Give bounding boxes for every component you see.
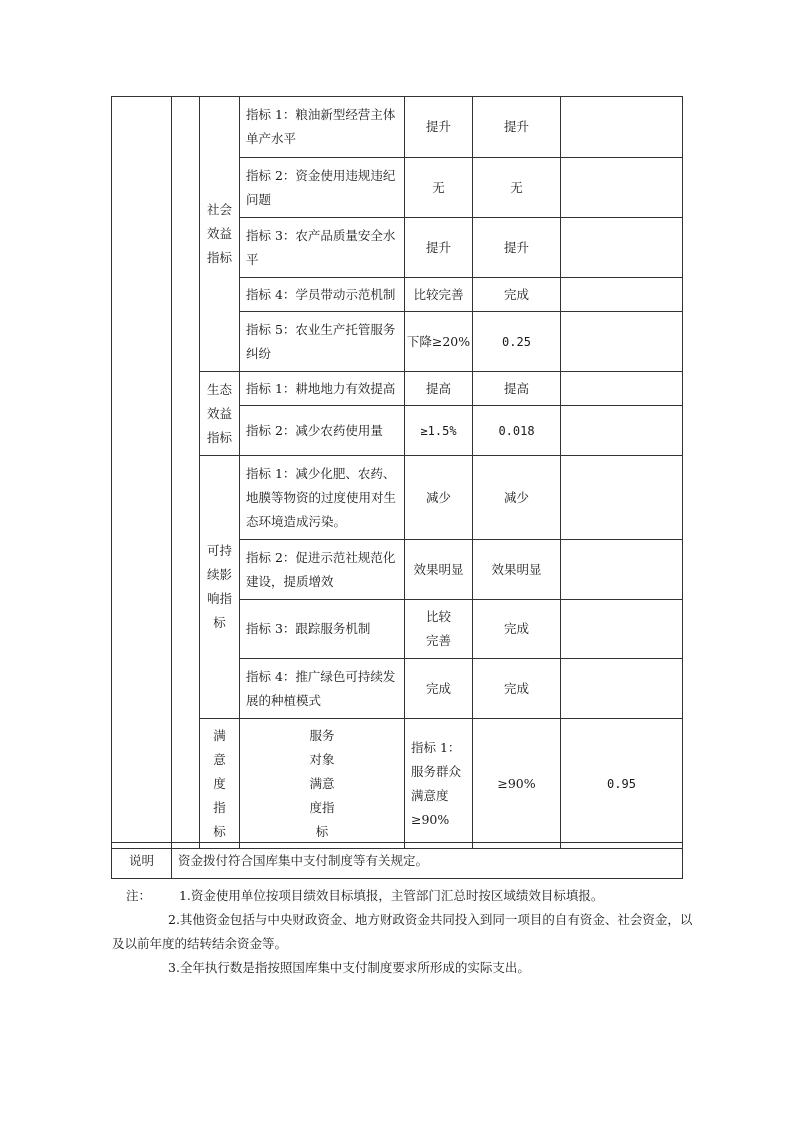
target-cell: 提升 [405, 97, 473, 158]
footnote-text: 1.资金使用单位按项目绩效目标填报，主管部门汇总时按区域绩效目标填报。 [178, 888, 604, 903]
blank-col-2 [172, 97, 200, 849]
target-cell: 比较完善 [405, 600, 473, 659]
remark-cell [561, 540, 683, 600]
indicator-cell: 指标 1：减少化肥、农药、地膜等物资的过度使用对生态环境造成污染。 [240, 456, 405, 540]
actual-cell: 0.018 [473, 406, 561, 456]
remark-cell [561, 312, 683, 372]
indicator-cell: 指标 1：耕地地力有效提高 [240, 372, 405, 406]
remark-cell [561, 456, 683, 540]
remark-cell [561, 372, 683, 406]
explanation-text: 资金拨付符合国库集中支付制度等有关规定。 [172, 843, 683, 879]
target-cell: 提高 [405, 372, 473, 406]
category-ecology-benefit: 生态 效益 指标 [200, 372, 240, 456]
remark-cell [561, 97, 683, 158]
target-cell: 效果明显 [405, 540, 473, 600]
remark-cell [561, 600, 683, 659]
remark-cell [561, 659, 683, 719]
indicator-cell: 指标 1：粮油新型经营主体单产水平 [240, 97, 405, 158]
blank-col-1 [112, 97, 172, 849]
indicator-cell: 指标 4：推广绿色可持续发展的种植模式 [240, 659, 405, 719]
remark-cell [561, 218, 683, 278]
actual-cell: 完成 [473, 659, 561, 719]
category-satisfaction-level1: 满 意 度 指 标 [200, 719, 240, 849]
target-cell: 无 [405, 158, 473, 218]
indicator-cell: 指标 2：资金使用违规违纪问题 [240, 158, 405, 218]
category-satisfaction-level2: 服务 对象 满意 度指 标 [240, 719, 405, 849]
indicator-cell: 指标 3：农产品质量安全水平 [240, 218, 405, 278]
target-cell: 提升 [405, 218, 473, 278]
target-cell: ≥1.5% [405, 406, 473, 456]
remark-cell [561, 278, 683, 312]
footnotes [112, 884, 693, 980]
footnote-3: 3.全年执行数是指按照国库集中支付制度要求所形成的实际支出。 [168, 960, 530, 975]
actual-cell: 无 [473, 158, 561, 218]
actual-cell: 提升 [473, 218, 561, 278]
target-cell: ≥90% [473, 719, 561, 849]
indicator-cell: 指标 1：服务群众满意度≥90% [405, 719, 473, 849]
category-social-benefit: 社会 效益 指标 [200, 97, 240, 372]
remark-cell [561, 158, 683, 218]
target-cell: 完成 [405, 659, 473, 719]
actual-cell: 提升 [473, 97, 561, 158]
actual-cell: 完成 [473, 278, 561, 312]
footnote-prefix: 注： [126, 888, 152, 903]
actual-cell: 完成 [473, 600, 561, 659]
indicator-cell: 指标 3：跟踪服务机制 [240, 600, 405, 659]
footnote-1 [126, 884, 686, 908]
footnote-2: 2.其他资金包括与中央财政资金、地方财政资金共同投入到同一项目的自有资金、社会资金，以 [168, 912, 693, 927]
indicator-cell: 指标 2：促进示范社规范化建设，提质增效 [240, 540, 405, 600]
target-cell: 减少 [405, 456, 473, 540]
indicator-cell: 指标 4：学员带动示范机制 [240, 278, 405, 312]
explanation-label: 说明 [112, 843, 172, 879]
indicator-cell: 指标 5：农业生产托管服务纠纷 [240, 312, 405, 372]
actual-cell: 0.25 [473, 312, 561, 372]
performance-indicator-table [111, 96, 683, 849]
actual-cell: 0.95 [561, 719, 683, 849]
actual-cell: 减少 [473, 456, 561, 540]
indicator-cell: 指标 2：减少农药使用量 [240, 406, 405, 456]
remark-cell [561, 406, 683, 456]
footnote-2-continued: 及以前年度的结转结余资金等。 [112, 936, 288, 951]
explanation-row [112, 843, 683, 879]
target-cell: 比较完善 [405, 278, 473, 312]
table-row [112, 97, 683, 158]
actual-cell: 效果明显 [473, 540, 561, 600]
target-cell: 下降≥20% [405, 312, 473, 372]
explanation-table [111, 842, 683, 879]
actual-cell: 提高 [473, 372, 561, 406]
category-sustainability: 可持 续影 响指 标 [200, 456, 240, 719]
